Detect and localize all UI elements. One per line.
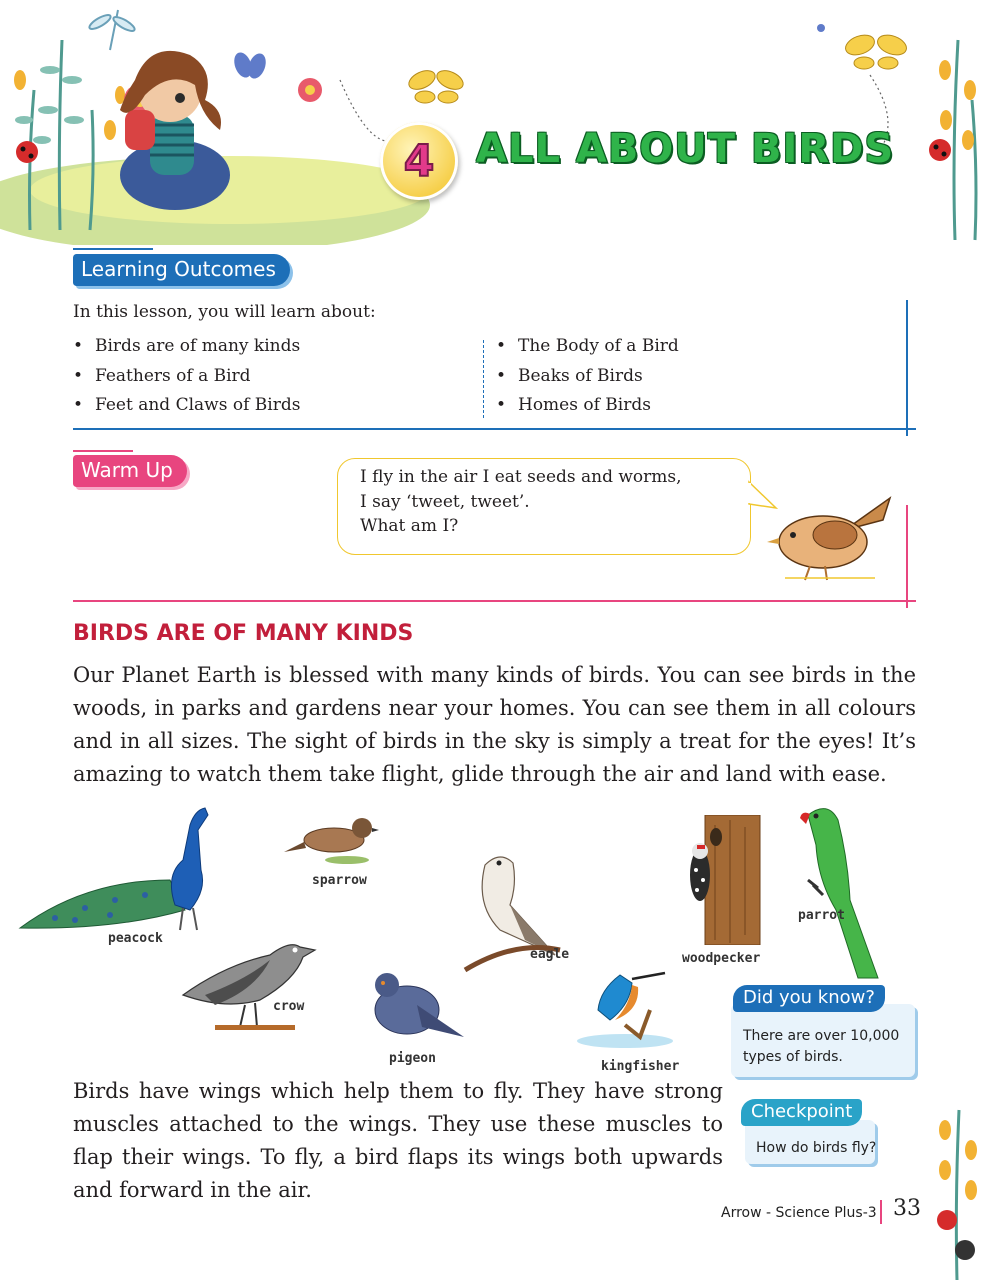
bird-label-peacock: peacock (108, 931, 163, 946)
divider (906, 505, 908, 608)
sparrow-illustration (765, 490, 895, 585)
chapter-number: 4 (403, 135, 435, 187)
section-heading: BIRDS ARE OF MANY KINDS (73, 621, 414, 646)
bird-label-pigeon: pigeon (389, 1051, 436, 1066)
riddle-speech-bubble (337, 458, 751, 555)
did-you-know-heading: Did you know? (733, 985, 885, 1012)
riddle-line: I say ‘tweet, tweet’. (360, 491, 530, 512)
page-number: 33 (893, 1196, 921, 1221)
section-paragraph: Birds have wings which help them to fly. They have strong muscles attached to the wings. They use these muscles to flap their wings. To fly, a bird flaps its wings both upwards and forward in the air. (73, 1079, 723, 1202)
learning-outcomes-left-list (73, 336, 473, 425)
chapter-number-badge (380, 122, 458, 200)
divider (880, 1200, 882, 1224)
bird-label-parrot: parrot (798, 908, 845, 923)
bird-label-eagle: eagle (530, 947, 570, 962)
parrot-illustration (788, 800, 888, 980)
flower-decoration (925, 1100, 989, 1280)
did-you-know-box (731, 1004, 915, 1077)
list-item: • The Body of a Bird (496, 336, 896, 366)
riddle-line: I fly in the air I eat seeds and worms, (360, 467, 682, 487)
learning-outcomes-right-list (496, 336, 896, 425)
bird-label-kingfisher: kingfisher (601, 1059, 680, 1074)
bird-label-crow: crow (273, 999, 305, 1014)
butterfly-icon (231, 50, 269, 81)
girl-illustration (120, 51, 230, 210)
checkpoint-heading: Checkpoint (741, 1099, 862, 1126)
learning-outcomes-intro: In this lesson, you will learn about: (73, 302, 376, 322)
list-item: • Beaks of Birds (496, 366, 896, 396)
divider (906, 300, 908, 436)
woodpecker-illustration (680, 815, 765, 945)
peacock-illustration (15, 800, 230, 945)
divider (73, 248, 153, 250)
divider (73, 450, 133, 452)
list-item: • Birds are of many kinds (73, 336, 473, 366)
list-item: • Feathers of a Bird (73, 366, 473, 396)
footer-book-title: Arrow - Science Plus-3 (721, 1205, 877, 1221)
list-item: • Homes of Birds (496, 395, 896, 425)
warm-up-heading: Warm Up (73, 455, 187, 487)
divider (73, 428, 916, 430)
bird-label-sparrow: sparrow (312, 873, 367, 888)
riddle-line: What am I? (360, 516, 459, 536)
section-paragraph: Our Planet Earth is blessed with many kinds of birds. You can see birds in the woods, in parks and gardens near your homes. You can see them in all colours and in all sizes. The sight of birds in the sky is simply a treat for the eyes! It’s amazing to watch them take flight, glide through the air and land with ease. (73, 663, 916, 786)
did-you-know-text: There are over 10,000 types of birds. (743, 1028, 900, 1065)
pigeon-illustration (362, 965, 467, 1045)
checkpoint-text: How do birds fly? (756, 1140, 877, 1156)
learning-outcomes-heading: Learning Outcomes (73, 254, 290, 286)
header-illustration (0, 0, 989, 245)
list-item: • Feet and Claws of Birds (73, 395, 473, 425)
divider (73, 600, 916, 602)
chapter-title: ALL ABOUT BIRDS (476, 126, 895, 172)
sparrow-photo-illustration (282, 810, 382, 865)
bird-label-woodpecker: woodpecker (682, 951, 761, 966)
checkpoint-box (745, 1120, 875, 1164)
divider (483, 340, 484, 418)
kingfisher-illustration (570, 965, 680, 1050)
crow-illustration (175, 925, 320, 1035)
